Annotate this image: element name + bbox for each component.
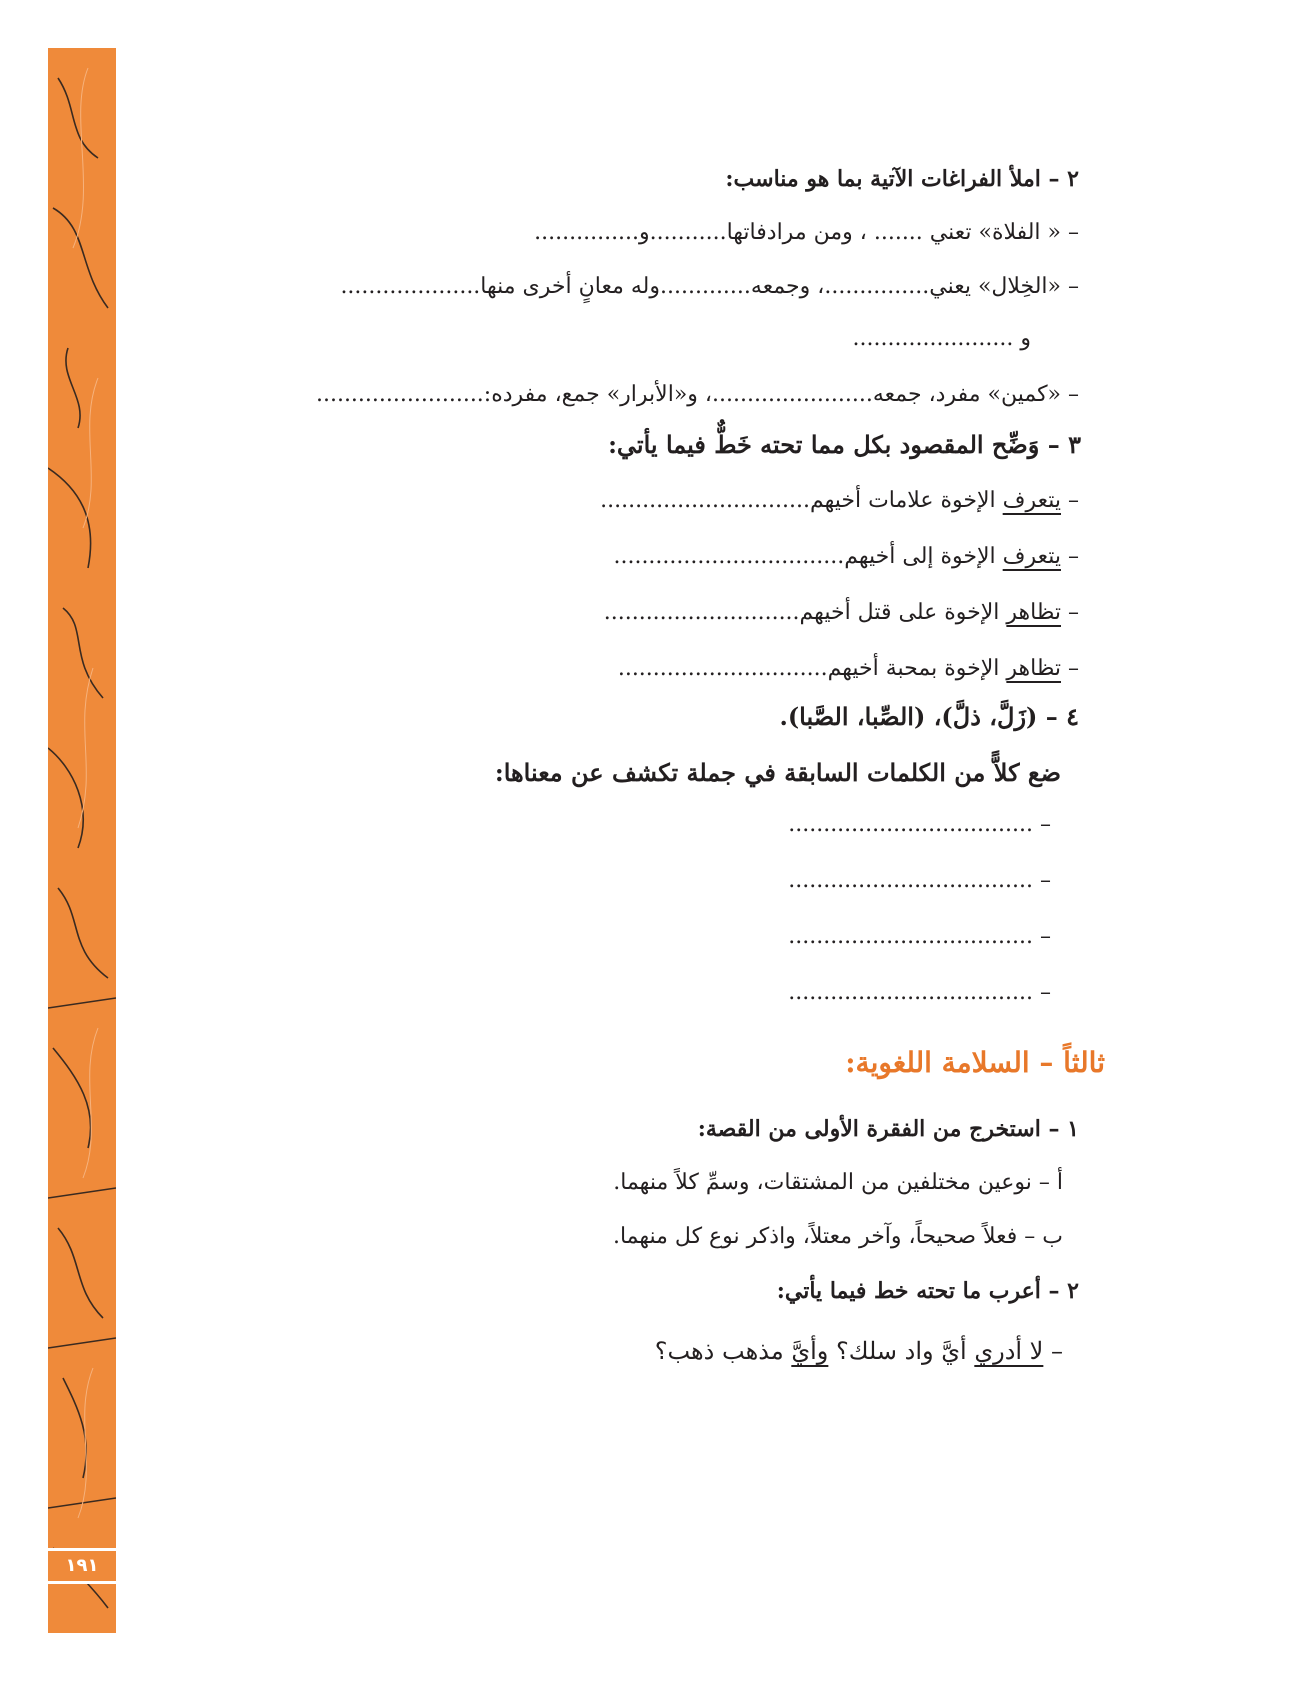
- dash: –: [1061, 488, 1079, 513]
- dash: –: [1061, 656, 1079, 681]
- q4-instruction: ضع كلاًّ من الكلمات السابقة في جملة تكشف عن معناها:: [494, 758, 1061, 787]
- q4-blank-3: – ...................................: [788, 924, 1051, 949]
- q2-line1: – « الفلاة» تعني ....... ، ومن مرادفاتها...........و...............: [534, 220, 1079, 245]
- q4-title: ٤ – (زَلَّ، ذلَّ)، (الصِّبا، الصَّبا).: [779, 702, 1079, 731]
- q3-item-2: [613, 540, 1079, 574]
- s3-q2-sentence: [655, 1334, 1063, 1368]
- q2-line3: – «كمين» مفرد، جمعه.......................، و«الأبرار» جمع، مفرده:........................: [315, 382, 1079, 407]
- dash: –: [1061, 600, 1079, 625]
- dash: –: [1043, 1337, 1063, 1365]
- q4-blank-2: – ...................................: [788, 868, 1051, 893]
- underlined-phrase: لا أدري: [974, 1337, 1044, 1365]
- s3-q1-title: ١ – استخرج من الفقرة الأولى من القصة:: [697, 1116, 1079, 1142]
- dash: –: [1061, 544, 1079, 569]
- item-rest: الإخوة بمحبة أخيهم..............................: [617, 656, 1007, 681]
- page-number: ١٩١: [48, 1548, 116, 1584]
- sentence-part: مذهب ذهب؟: [654, 1337, 792, 1365]
- q3-item-1: [600, 484, 1079, 518]
- decorative-sidebar: [48, 48, 116, 1633]
- q2-title: ٢ – املأ الفراغات الآتية بما هو مناسب:: [725, 166, 1079, 192]
- q3-item-4: [618, 652, 1079, 686]
- s3-q1-b: ب – فعلاً صحيحاً، وآخر معتلاً، واذكر نوع كل منهما.: [612, 1224, 1063, 1249]
- item-rest: الإخوة علامات أخيهم..............................: [600, 488, 1003, 513]
- underlined-word: تظاهر: [1006, 656, 1061, 681]
- sentence-part: أيَّ واد سلك؟: [836, 1337, 975, 1365]
- item-rest: الإخوة على قتل أخيهم............................: [603, 600, 1007, 625]
- underlined-word: تظاهر: [1006, 600, 1061, 625]
- section-heading: ثالثاً – السلامة اللغوية:: [845, 1046, 1105, 1079]
- q3-title: ٣ – وَضِّح المقصود بكل مما تحته خَطٌّ فيما يأتي:: [608, 430, 1081, 459]
- q2-line2b: و .......................: [852, 326, 1031, 351]
- space: [828, 1337, 836, 1365]
- s3-q2-title: ٢ – أعرب ما تحته خط فيما يأتي:: [776, 1278, 1079, 1304]
- q4-blank-4: – ...................................: [788, 980, 1051, 1005]
- q4-blank-1: – ...................................: [788, 812, 1051, 837]
- q3-item-3: [604, 596, 1079, 630]
- underlined-word: يتعرف: [1002, 544, 1061, 569]
- underlined-word: يتعرف: [1002, 488, 1061, 513]
- underlined-word: وأيَّ: [791, 1337, 829, 1365]
- item-rest: الإخوة إلى أخيهم.................................: [613, 544, 1003, 569]
- q2-line2: – «الخِلال» يعني...............، وجمعه.............وله معانٍ أخرى منها....................: [340, 274, 1079, 299]
- s3-q1-a: أ – نوعين مختلفين من المشتقات، وسمِّ كلاً منهما.: [613, 1170, 1063, 1195]
- sidebar-pattern-icon: [48, 48, 116, 1633]
